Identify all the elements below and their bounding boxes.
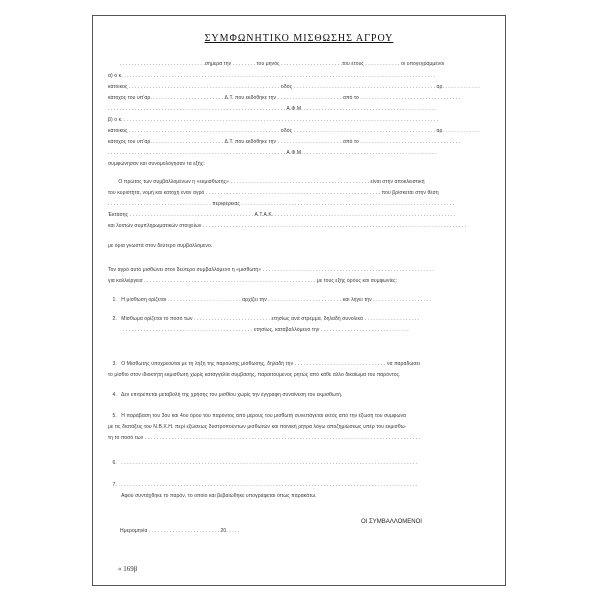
line-field-region: . . . . . . . . . . . . . . . . . . . . . . . . . . . . . . . . . . . περιφέρειας . . . . . . . . . . . . . . . . . . . . . . . . . . . . . . . . . . . . . . . . . . . . . . . . . . . . . . . . . . . . . . . . . . . . . . . . [108,201,455,207]
line-party-b-name: β) ο κ. . . . . . . . . . . . . . . . . . . . . . . . . . . . . . . . . . . . . . . . . . . . . . . . . . . . . . . . . . . . . . . . . . . . . . . . . . . . . . . . . . . . . . . . . . . . . . . . . . . . . . . . . . . [108,117,439,123]
line-party-b-afm: . . . . . . . . . . . . . . . . . . . . . . . . . . . . . . . . . . . . . . . . . . . . . . . . . . . . . . . . . . . . Α.Φ.Μ. . . . . . . . . . . . . . . . . . . . . . . . . . . . . . . . . . . . . . . . . . . . . . [108,150,437,156]
line-date-intro: . . . . . . . . . . . . . . . . . . . . . . . . . . . . .σήμερα την . . . . . . . . του μηνός . . . . . . . . . . . . . . . . . . . . .του έτους . . . . . . . . . . . . οι υπογεγραμμένοι [120,61,445,67]
term-5-breach: 5. Η παράβαση του 3ου και 4ου όρου του παρόντος από μέρους του μισθωτή συνεπάγεται εκτός από την έξωση του συμφωνα [108,413,407,419]
term-5-amount: τη το ποσό των . . . . . . . . . . . . . . . . . . . . . . . . . . . . . . . . . . . . . . . . . . . . . . . . . . . . . . . . . . . . . . . . . . . . . . . . . . . . . . . . . . . . . . . . . . . . . [108,435,421,441]
line-date-field: Ημερομηνία . . . . . . . . . . . . . . . . . . . . . . . . 20. . . . . [120,528,240,534]
term-4-use: 4. Δεν επιτρέπεται μεταβολή της χρήσης του μισθίου χωρίς την έγγραφη συναίνεση του εκμισθωτή. [108,392,343,398]
line-party-b-address: κάτοικος . . . . . . . . . . . . . . . . . . . . . . . . . . . . . . . . . . . . . . . . . . . . . . . . . . . οδός . . . . . . . . . . . . . . . . . . . . . . . . . . . . . . . . . . . . . . . . . . . . . . . . αρ. . . . . . . . . . . . . [108,128,480,134]
document-title: ΣΥΜΦΩΝΗΤΙΚΟ ΜΙΣΘΩΣΗΣ ΑΓΡΟΥ [204,33,394,44]
term-2-rent-payment: . . . . . . . . . . . . . . . . . . . . . . . . . . . . . . . . . . . . . . . . . . . . ετησίως, καταβαλλόμενο την . . . . . . . . . . . . . . . . . . . . . . . . . . . . . . [108,327,409,333]
line-field-area: Έκτασης . . . . . . . . . . . . . . . . . . . . . . . . . . . . . . . . . . . . . . . . . . Α.Τ.Α.Κ. . . . . . . . . . . . . . . . . . . . . . . . . . . . . . . . . . . . . . . . . . . . . . . . . . . . . . . . . . . . . . [108,212,456,218]
line-cultivation: για καλλιέργεια . . . . . . . . . . . . . . . . . . . . . . . . . . . . . . . . . . . . . . . . . . . . . . . . . . . . . . . . . . με τους εξής όρους και συμφωνίες: [108,278,398,284]
form-code: « 169β [118,565,138,573]
line-boundaries: με όρια γνωστά στον δεύτερο συμβαλλόμενο. [108,243,213,249]
line-field-details: και λοιπών συμπληρωματικών στοιχείων . . . . . . . . . . . . . . . . . . . . . . . . . . . . . . . . . . . . . . . . . . . . . . . . . . . . . . . . . . . . . . . . . . . . . . . . . . . . . . . . . . . . . . . . . [108,223,467,229]
term-1-duration: 1. Η μίσθωση ορίζεται . . . . . . . . . . . . . . . . . . . . . . . . . αρχίζει την . . . . . . . . . . . . . . . . . . . . . . . . . και λήγει την . . . . . . . . . . . . . . . . . . . . [108,297,432,303]
term-3-return-cont: το μίσθιο στον ιδιοκτήτη εκμισθωτή χωρίς καταγγελία σύμβασης, παραιτούμενος ρητώς από κάθε άλλο δικαίωμα του παρόντος. [108,372,401,378]
term-2-rent: 2. Μίσθωμα ορίζεται το ποσό των . . . . . . . . . . . . . . . . . . . . . . . . . . ετησίως ανά στρέμμα, δηλαδή συνολικά . . . . . . . . . . . . . . . . . . . [108,316,420,322]
parties-heading: ΟΙ ΣΥΜΒΑΛΛΟΜΕΝΟΙ [361,519,422,525]
line-party-a-afm: . . . . . . . . . . . . . . . . . . . . . . . . . . . . . . . . . . . . . . . . . . . . . . . . . . . . . . . . . . . . Α.Φ.Μ. . . . . . . . . . . . . . . . . . . . . . . . . . . . . . . . . . . . . . . . . . . . . . [108,106,437,112]
line-signing-statement: Αφού συντάχθηκε το παρόν, το οποίο και βεβαιώθηκε υπογράφεται όπως παρακάτω. [108,493,317,499]
contract-page [92,15,506,586]
line-lessee: Τον αγρό αυτό μισθώνει στον δεύτερο συμβαλλόμενο η «μισθωτή» . . . . . . . . . . . . . . . . . . . . . . . . . . . . . . . . . . . . . . . . . . . . . . . . . . . . . . . . . . [108,267,434,273]
line-field-ownership: του κυριότητα, νομή και κατοχή έναν αγρό . . . . . . . . . . . . . . . . . . . . . . . . . . . . . . . . . . . . . . . . . . . . . . . . . . . . . . . . . . . που βρίσκεται στην θέση [108,190,439,196]
line-lessor-intro: Ο πρώτος των συμβαλλομένων η «εκμισθωτής» . . . . . . . . . . . . . . . . . . . . . . . . . . . . . . . . . . . . . . . . . . . . . . . είναι στην αποκλειστική [108,179,425,185]
line-party-b-id: κάτοχος του υπ'αρ. . . . . . . . . . . . . . . . . . . . . . . . . Δ.Τ. που εκδόθηκε την . . . . . . . . . . . . . . . . . . . . . . από το . . . . . . . . . . . . . . . . . . . . . . . . . . . . . . . . . . [108,139,461,145]
line-agreement: συμφώνησαν και συνομολόγησαν τα εξής: [108,161,205,167]
term-5-breach-cont: με τις διατάξεις του Ν.Β.Χ.Η. περί εξώσεως δυστροπούντων μισθωτών και ποινική ρήτρα λόγω αποζημιώσεως υπέρ του εκμισθω- [108,424,407,430]
term-3-return: 3. Ο Μισθωτής υποχρεούται με τη λήξη της παρούσης μίσθωσης, δηλαδή την . . . . . . . . . . . . . . . . . . . . . . . . . . . . . . . να παραδώσει [108,361,421,367]
term-6: 6. . . . . . . . . . . . . . . . . . . . . . . . . . . . . . . . . . . . . . . . . . . . . . . . . . . . . . . . . . . . . . . . . . . . . . . . . . . . . . . . . . . . . . . . . . . . . . . . . . . . . [108,460,418,466]
line-party-a-id: κάτοχος του υπ'αρ. . . . . . . . . . . . . . . . . . . . . . . . . Δ.Τ. που εκδόθηκε την . . . . . . . . . . . . . . . . . . . . . . από το . . . . . . . . . . . . . . . . . . . . . . . . . . . . . . . . . . [108,95,461,101]
term-7: 7. . . . . . . . . . . . . . . . . . . . . . . . . . . . . . . . . . . . . . . . . . . . . . . . . . . . . . . . . . . . . . . . . . . . . . . . . . . . . . . . . . . . . . . . . . . . . . . . . . . . . [108,482,418,488]
line-party-a-name: α) ο κ. . . . . . . . . . . . . . . . . . . . . . . . . . . . . . . . . . . . . . . . . . . . . . . . . . . . . . . . . . . . . . . . . . . . . . . . . . . . . . . . . . . . . . . . . . . . . . . . . . . . . . . . . . [108,73,436,79]
line-party-a-address: κάτοικος . . . . . . . . . . . . . . . . . . . . . . . . . . . . . . . . . . . . . . . . . . . . . . . . . . . οδός . . . . . . . . . . . . . . . . . . . . . . . . . . . . . . . . . . . . . . . . . . . . . . . . αρ. . . . . . . . . . . . . [108,84,480,90]
